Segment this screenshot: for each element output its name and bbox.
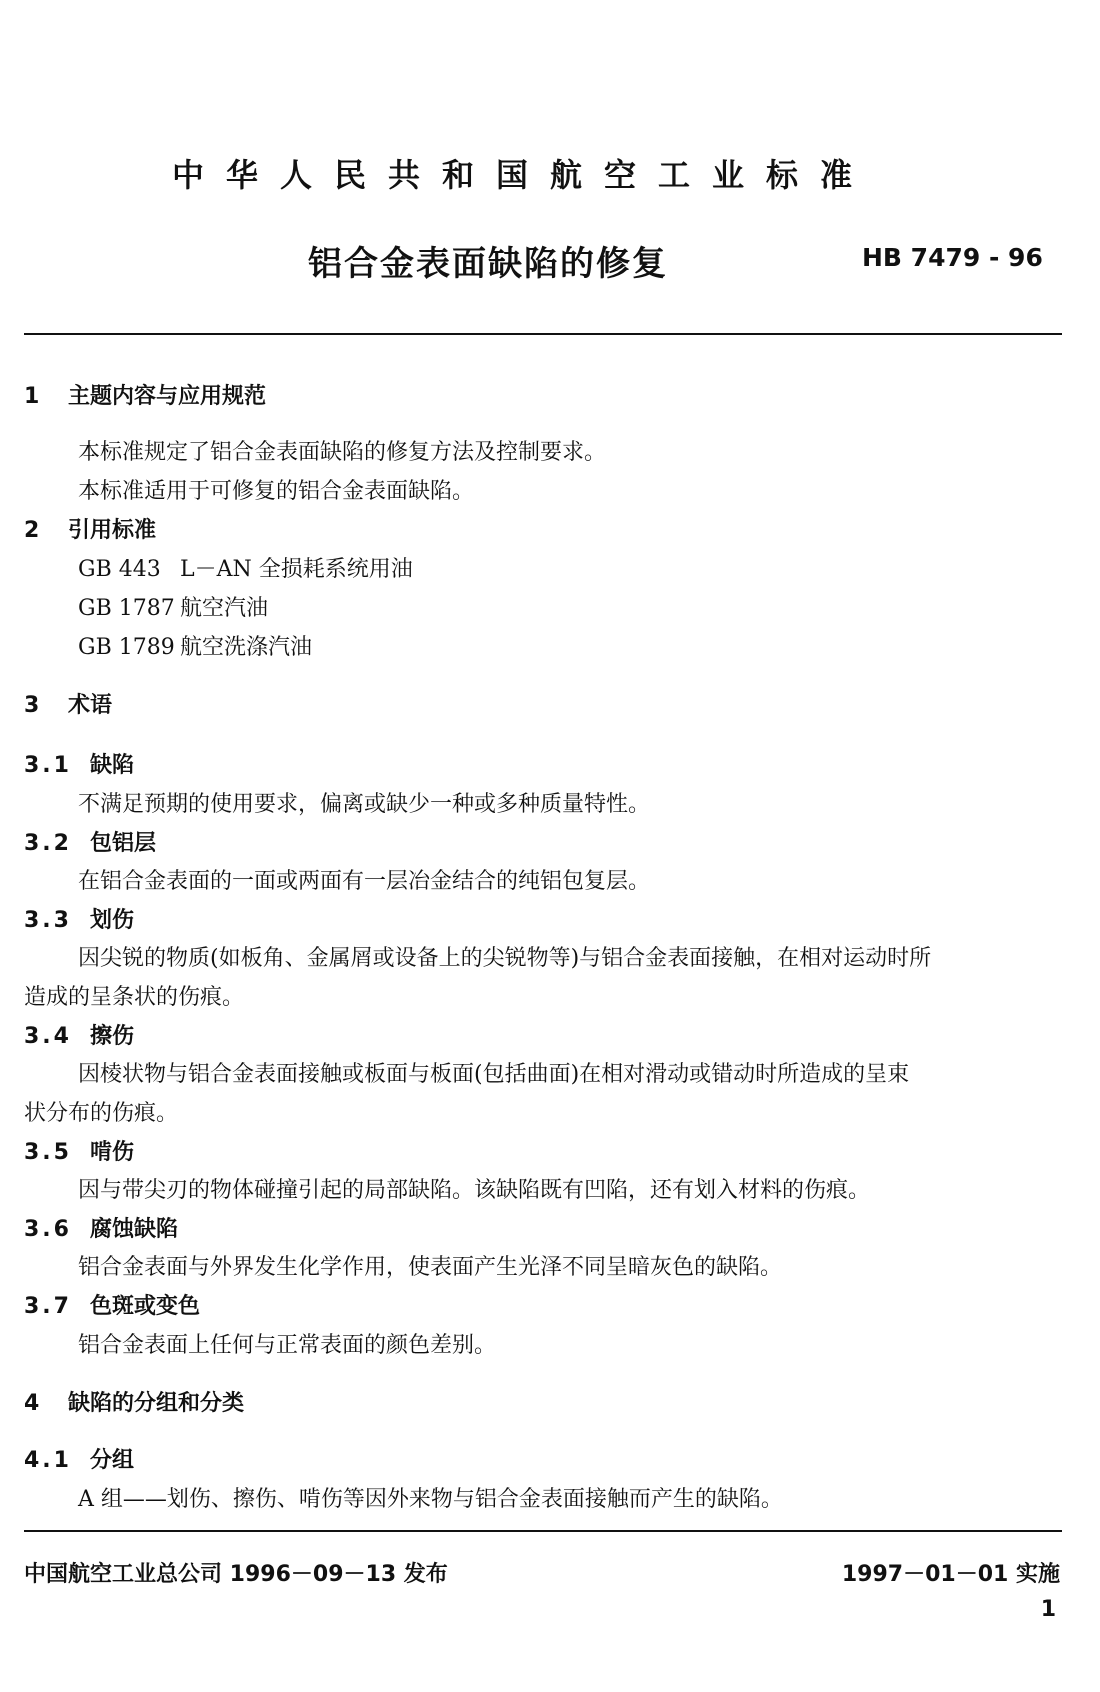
definition-text: 在铝合金表面的一面或两面有一层冶金结合的纯铝包复层。 <box>78 869 651 894</box>
definition-text: 铝合金表面与外界发生化学作用，使表面产生光泽不同呈暗灰色的缺陷。 <box>78 1255 783 1280</box>
subsection-number: 3.3 <box>24 908 72 933</box>
section-title: 引用标准 <box>68 518 157 543</box>
header-divider <box>24 333 1062 335</box>
paragraph: 本标准适用于可修复的铝合金表面缺陷。 <box>78 479 475 504</box>
reference-item <box>78 630 312 661</box>
subsection-title: 分组 <box>90 1448 135 1473</box>
reference-item <box>78 591 268 622</box>
subsection-number: 4.1 <box>24 1448 72 1473</box>
subsection-heading <box>24 826 156 857</box>
subsection-number: 3.6 <box>24 1217 72 1242</box>
definition-text: 不满足预期的使用要求，偏离或缺少一种或多种质量特性。 <box>78 792 651 817</box>
section-4-heading <box>24 1386 244 1417</box>
section-2-heading <box>24 513 156 544</box>
footer-divider <box>24 1530 1062 1532</box>
reference-name: L－AN 全损耗系统用油 <box>180 557 413 582</box>
definition-text: 因尖锐的物质(如板角、金属屑或设备上的尖锐物等)与铝合金表面接触，在相对运动时所 <box>78 946 932 971</box>
definition-text: 因棱状物与铝合金表面接触或板面与板面(包括曲面)在相对滑动或错动时所造成的呈束 <box>78 1062 910 1087</box>
subsection-heading <box>24 748 134 779</box>
subsection-number: 3.2 <box>24 831 72 856</box>
subsection-number: 3.4 <box>24 1024 72 1049</box>
reference-code: GB 1787 <box>78 596 175 621</box>
reference-name: 航空洗涤汽油 <box>180 635 313 660</box>
subsection-heading <box>24 1443 134 1474</box>
subsection-title: 缺陷 <box>90 753 135 778</box>
definition-text-continued: 状分布的伤痕。 <box>24 1101 179 1126</box>
section-number: 4 <box>24 1391 40 1416</box>
document-title: 铝合金表面缺陷的修复 <box>308 244 668 284</box>
section-number: 1 <box>24 384 40 409</box>
section-title: 术语 <box>68 693 113 718</box>
standard-code: HB 7479 - 96 <box>862 243 1043 272</box>
subsection-heading <box>24 1135 134 1166</box>
subsection-title: 擦伤 <box>90 1024 135 1049</box>
section-1-heading <box>24 379 266 410</box>
subsection-heading <box>24 903 134 934</box>
reference-item <box>78 552 413 583</box>
effective-date: 1997－01－01 实施 <box>841 1562 1060 1587</box>
paragraph: 本标准规定了铝合金表面缺陷的修复方法及控制要求。 <box>78 440 607 465</box>
reference-code: GB 443 <box>78 557 161 582</box>
subsection-number: 3.5 <box>24 1140 72 1165</box>
subsection-title: 划伤 <box>90 908 135 933</box>
reference-code: GB 1789 <box>78 635 175 660</box>
org-title: 中华人民共和国航空工业标准 <box>172 156 875 194</box>
section-title: 主题内容与应用规范 <box>68 384 267 409</box>
definition-text-continued: 造成的呈条状的伤痕。 <box>24 985 245 1010</box>
subsection-heading <box>24 1212 178 1243</box>
subsection-heading <box>24 1019 134 1050</box>
page-number: 1 <box>1040 1597 1056 1622</box>
section-title: 缺陷的分组和分类 <box>68 1391 245 1416</box>
publisher-line: 中国航空工业总公司 1996－09－13 发布 <box>24 1562 448 1587</box>
subsection-heading <box>24 1289 200 1320</box>
subsection-title: 包铝层 <box>90 831 157 856</box>
subsection-title: 啃伤 <box>90 1140 135 1165</box>
subsection-title: 色斑或变色 <box>90 1294 201 1319</box>
subsection-number: 3.7 <box>24 1294 72 1319</box>
definition-text: 因与带尖刃的物体碰撞引起的局部缺陷。该缺陷既有凹陷，还有划入材料的伤痕。 <box>78 1178 871 1203</box>
section-3-heading <box>24 688 112 719</box>
subsection-number: 3.1 <box>24 753 72 778</box>
definition-text: 铝合金表面上任何与正常表面的颜色差别。 <box>78 1333 497 1358</box>
section-number: 2 <box>24 518 40 543</box>
section-number: 3 <box>24 693 40 718</box>
paragraph: A 组——划伤、擦伤、啃伤等因外来物与铝合金表面接触而产生的缺陷。 <box>78 1487 783 1512</box>
reference-name: 航空汽油 <box>180 596 269 621</box>
subsection-title: 腐蚀缺陷 <box>90 1217 179 1242</box>
